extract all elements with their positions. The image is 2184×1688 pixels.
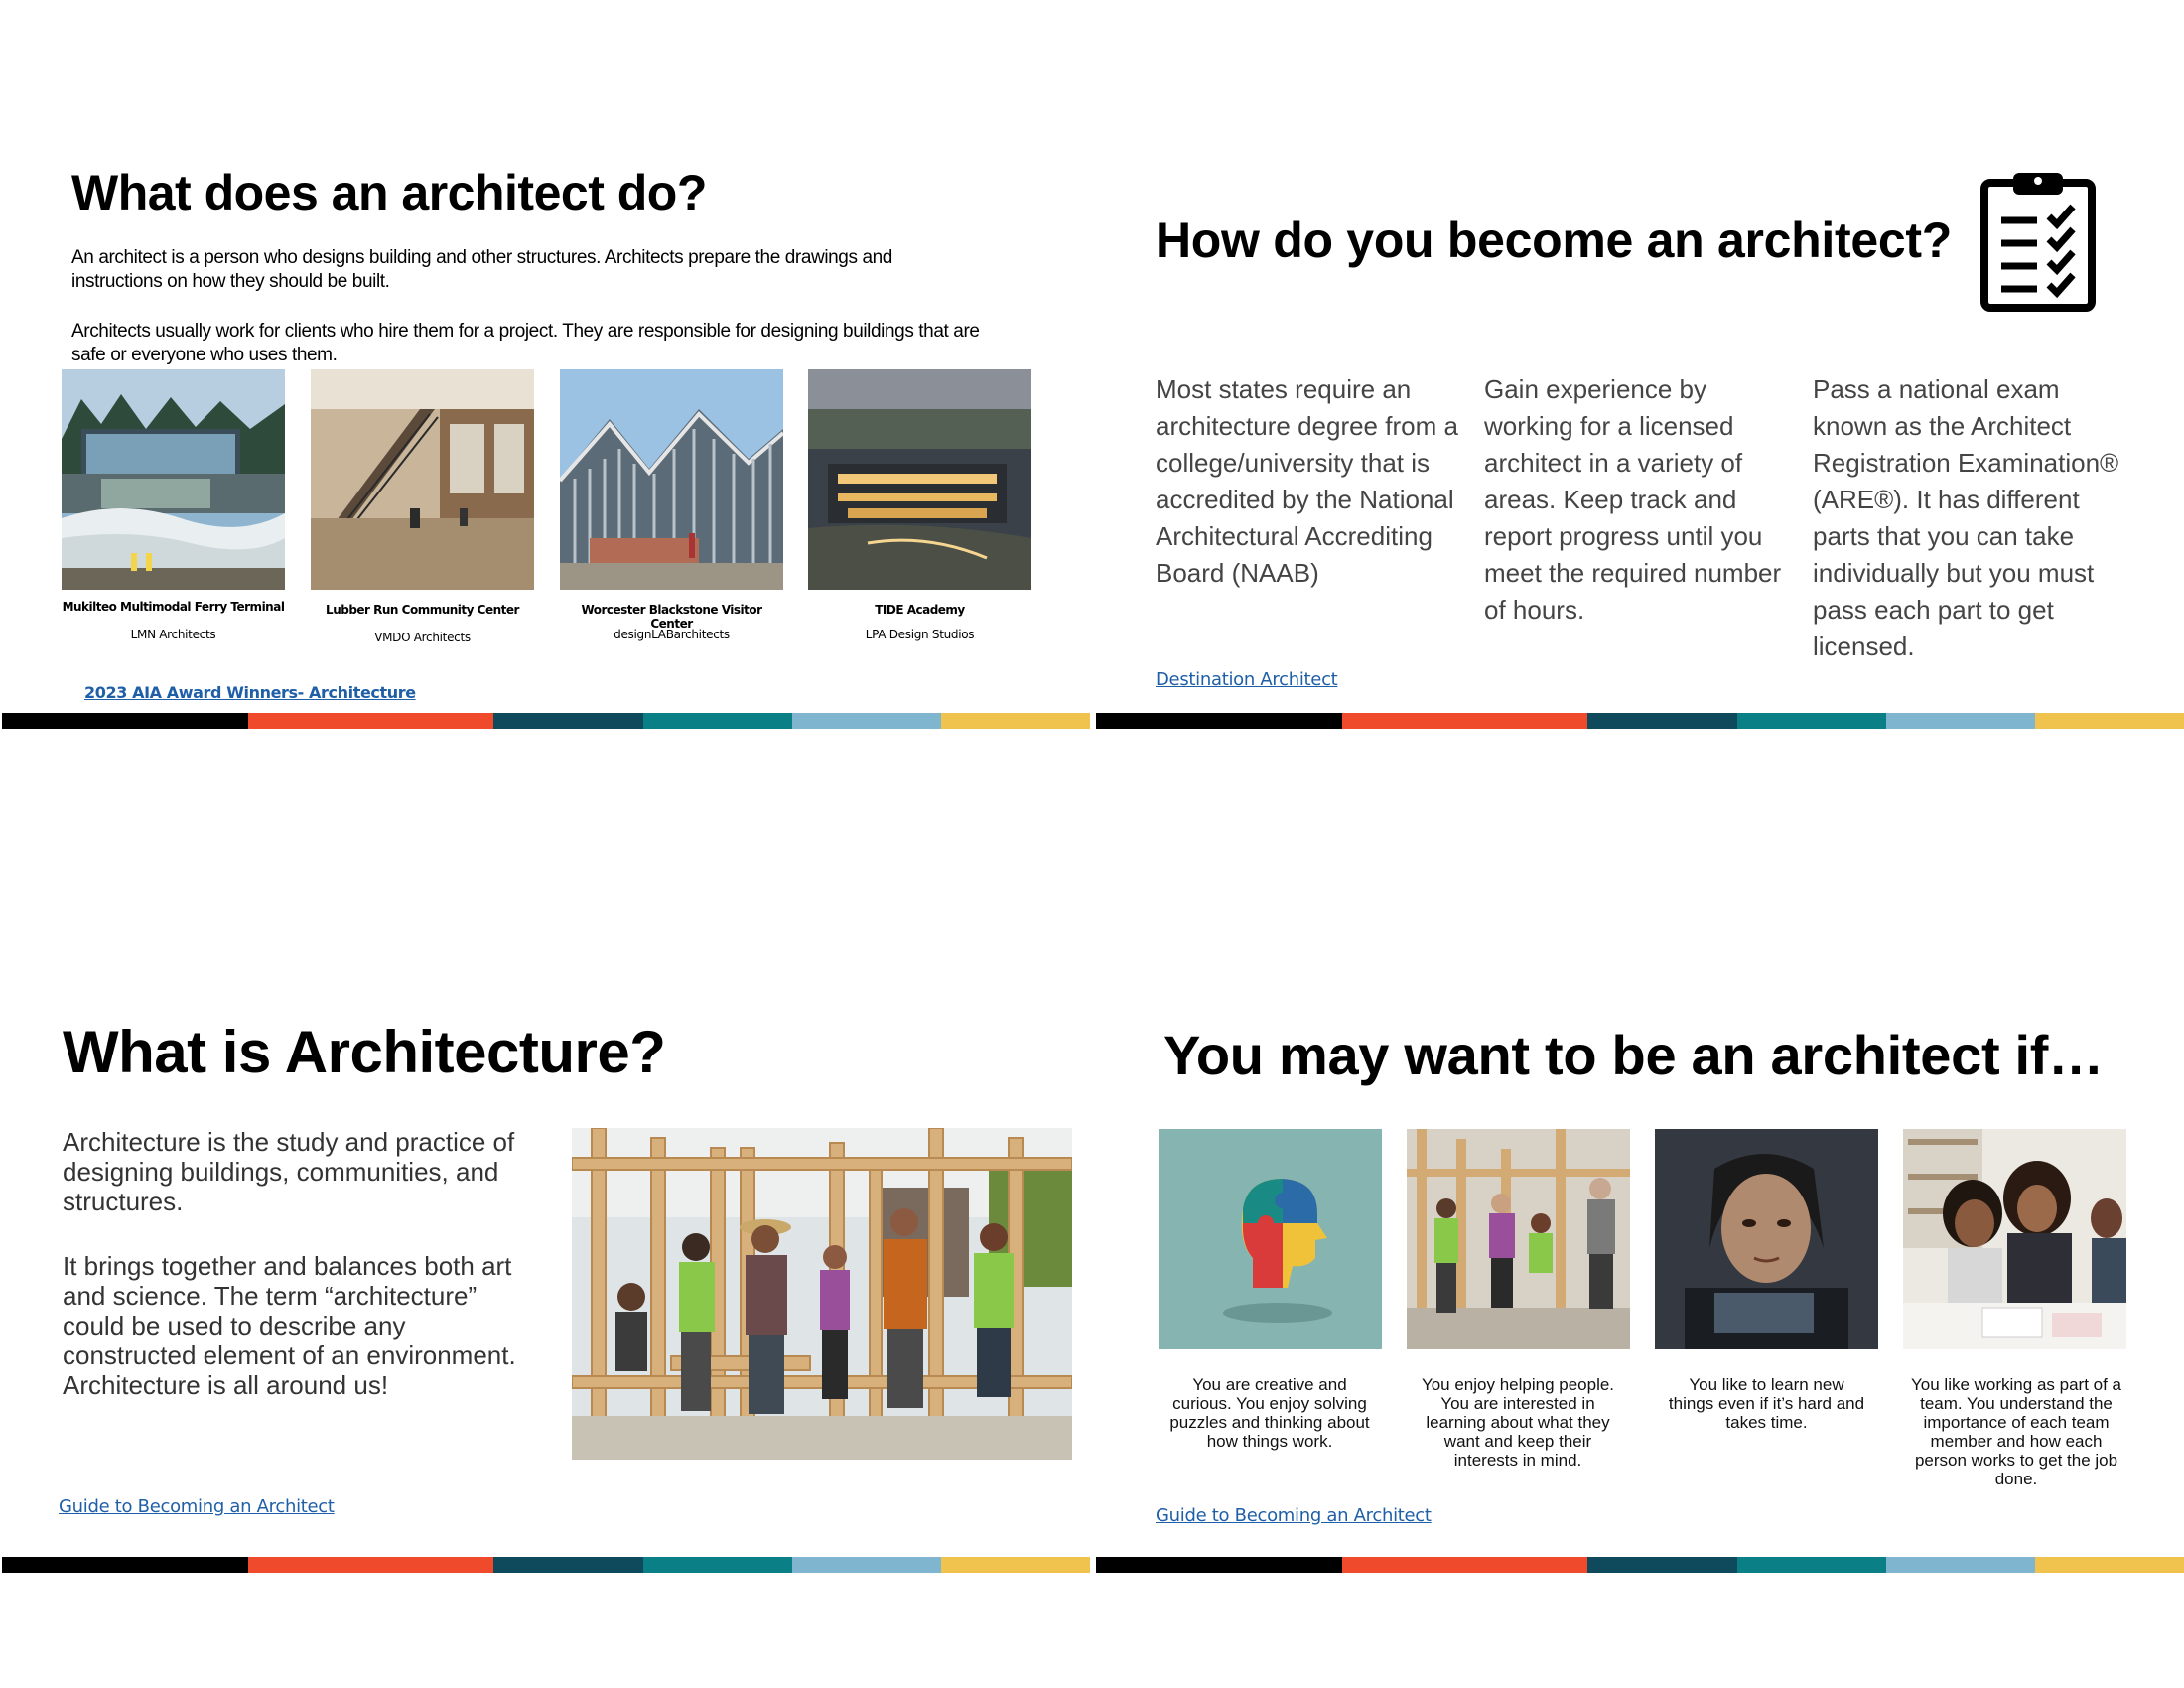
reason-helping: You enjoy helping people. You are interested in learning about what they want and keep their interests in mind.: [1421, 1375, 1615, 1470]
slide-become-architect: [1094, 0, 2184, 844]
step-degree-text: Most states require an architecture degree from a college/university that is accredited by the National Architectural Accrediting Board (NAAB): [1156, 374, 1458, 588]
art-science-paragraph: It brings together and balances both art and science. The term “architecture” could be used to describe any constructed element of an environment. Architecture is all around us!: [63, 1251, 516, 1400]
color-stripe: [1096, 713, 2184, 729]
puzzle-head-image: [1159, 1129, 1382, 1349]
guide-link[interactable]: Guide to Becoming an Architect: [59, 1496, 335, 1517]
step-exam-text: Pass a national exam known as the Architect Registration Examination® (ARE®). It has different parts that you can take individually but you must pass each part to get licensed.: [1813, 374, 2119, 661]
slide-title: How do you become an architect?: [1156, 212, 1952, 268]
project-name: TIDE Academy: [875, 603, 965, 617]
project-name: Lubber Run Community Center: [326, 603, 519, 617]
teamwork-photo: [1903, 1129, 2126, 1349]
guide-link[interactable]: Guide to Becoming an Architect: [1156, 1505, 1432, 1526]
responsibility-paragraph: Architects usually work for clients who hire them for a project. They are responsible for designing buildings that are safe or everyone who uses them.: [71, 321, 980, 365]
project-firm: designLABarchitects: [614, 628, 730, 641]
slide-want-to-be-architect: [1094, 844, 2184, 1688]
reason-creative: You are creative and curious. You enjoy solving puzzles and thinking about how things work.: [1169, 1375, 1370, 1451]
slide-what-architect-does: [0, 0, 1090, 844]
intro-paragraph: An architect is a person who designs building and other structures. Architects prepare the drawings and instructions on how they should be built.: [71, 247, 892, 292]
aia-award-link[interactable]: 2023 AIA Award Winners- Architecture: [84, 683, 416, 702]
slide-title: What is Architecture?: [63, 1019, 666, 1085]
project-name: Worcester Blackstone Visitor Center: [581, 603, 762, 631]
definition-paragraph: Architecture is the study and practice of designing buildings, communities, and structures.: [63, 1127, 515, 1216]
community-center-photo: [311, 369, 534, 590]
reason-learning: You like to learn new things even if it’s hard and takes time.: [1668, 1375, 1865, 1432]
color-stripe: [2, 1557, 1090, 1573]
visitor-center-photo: [560, 369, 783, 590]
slide-title: What does an architect do?: [71, 165, 707, 220]
ferry-terminal-photo: [62, 369, 285, 590]
construction-crew-photo: [572, 1128, 1072, 1460]
slide-title: You may want to be an architect if…: [1163, 1024, 2104, 1086]
reason-teamwork: You like working as part of a team. You understand the importance of each team member and how each person works to get the job done.: [1911, 1375, 2121, 1488]
slide-what-is-architecture: [0, 844, 1090, 1688]
team-building-photo: [1407, 1129, 1630, 1349]
destination-architect-link[interactable]: Destination Architect: [1156, 669, 1338, 690]
student-learning-photo: [1655, 1129, 1878, 1349]
tide-academy-photo: [808, 369, 1031, 590]
project-firm: LMN Architects: [130, 628, 216, 641]
step-experience-text: Gain experience by working for a licensed architect in a variety of areas. Keep track and report progress until you meet the required number of hours.: [1484, 374, 1782, 625]
color-stripe: [2, 713, 1090, 729]
clipboard-checklist-icon: [1979, 171, 2097, 312]
color-stripe: [1096, 1557, 2184, 1573]
project-firm: VMDO Architects: [374, 631, 471, 644]
project-name: Mukilteo Multimodal Ferry Terminal: [62, 600, 285, 614]
project-firm: LPA Design Studios: [865, 628, 975, 641]
